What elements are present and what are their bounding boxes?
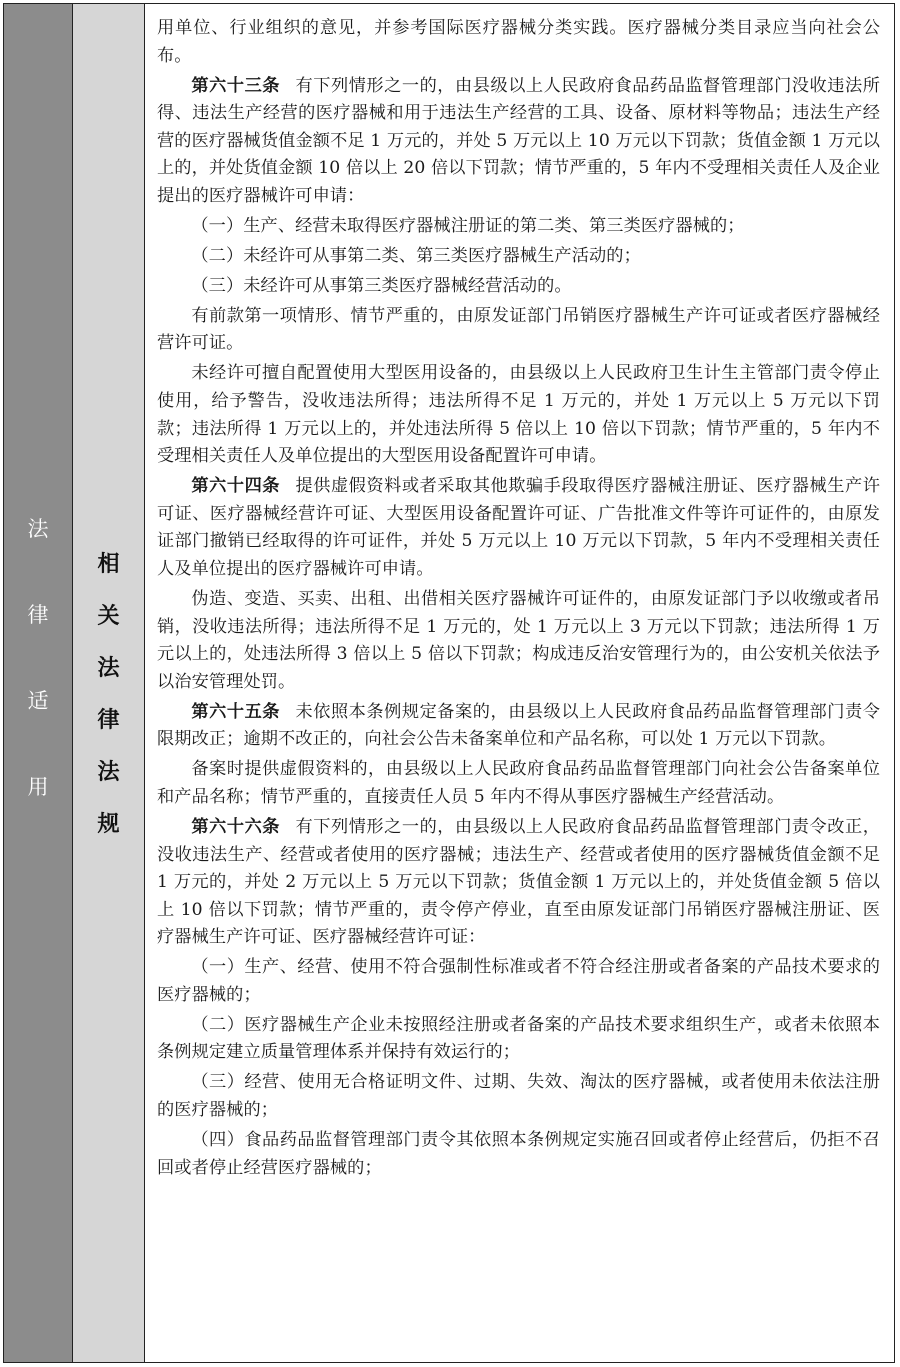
paragraph-text: 备案时提供虚假资料的，由县级以上人民政府食品药品监督管理部门向社会公告备案单位和产品名称；情节严重的，直接责任人员 5 年内不得从事医疗器械生产经营活动。 xyxy=(157,759,880,807)
body-paragraph xyxy=(157,303,880,358)
body-paragraph xyxy=(157,213,880,241)
section-char: 法 xyxy=(97,759,120,785)
paragraph-text: 有下列情形之一的，由县级以上人民政府食品药品监督管理部门没收违法所得、违法生产经营的医疗器械和用于违法生产经营的工具、设备、原材料等物品；违法生产经营的医疗器械货值金额不足 1 万元的，并处 5 万元以上 10 万元以下罚款；货值金额 1 万元以上的，并处货值金额 10 倍以上 20 倍以下罚款；情节严重的，5 年内不受理相关责任人及企业提出的医疗器械许可申请： xyxy=(157,75,880,206)
regulation-text xyxy=(145,4,894,1362)
section-char: 关 xyxy=(97,603,120,629)
body-paragraph xyxy=(157,954,880,1009)
body-paragraph xyxy=(157,273,880,301)
article-paragraph xyxy=(157,73,880,211)
category-char: 律 xyxy=(27,603,49,627)
paragraph-text: 提供虚假资料或者采取其他欺骗手段取得医疗器械注册证、医疗器械生产许可证、医疗器械经营许可证、大型医用设备配置许可证、广告批准文件等许可证件的，由原发证部门撤销已经取得的许可证件，并处 5 万元以上 10 万元以下罚款，5 年内不受理相关责任人及单位提出的医疗器械许可申请。 xyxy=(157,476,880,580)
body-paragraph xyxy=(157,586,880,696)
body-paragraph xyxy=(157,360,880,470)
paragraph-text: 用单位、行业组织的意见，并参考国际医疗器械分类实践。医疗器械分类目录应当向社会公布。 xyxy=(157,18,880,66)
article-number: 第六十五条 xyxy=(191,701,281,722)
section-char: 法 xyxy=(97,655,120,681)
category-char: 法 xyxy=(27,517,49,541)
category-char: 用 xyxy=(27,775,49,799)
article-number: 第六十三条 xyxy=(191,75,281,96)
paragraph-text: 有前款第一项情形、情节严重的，由原发证部门吊销医疗器械生产许可证或者医疗器械经营许可证。 xyxy=(157,305,880,354)
section-char: 律 xyxy=(97,707,120,733)
paragraph-text: （二）医疗器械生产企业未按照经注册或者备案的产品技术要求组织生产，或者未依照本条例规定建立质量管理体系并保持有效运行的； xyxy=(157,1014,880,1063)
category-label xyxy=(4,509,72,853)
category-char: 适 xyxy=(27,689,49,713)
paragraph-text: （三）经营、使用无合格证明文件、过期、失效、淘汰的医疗器械，或者使用未依法注册的医疗器械的； xyxy=(157,1072,880,1121)
paragraph-text: 伪造、变造、买卖、出租、出借相关医疗器械许可证件的，由原发证部门予以收缴或者吊销，没收违法所得；违法所得不足 1 万元的，处 1 万元以上 3 万元以下罚款；违法所得 1 万元以上的，处违法所得 3 倍以上 5 倍以下罚款；构成违反治安管理行为的，由公安机关依法予以治安管理处罚。 xyxy=(157,589,880,692)
section-char: 规 xyxy=(97,811,120,837)
article-paragraph xyxy=(157,473,880,583)
paragraph-text: （二）未经许可从事第二类、第三类医疗器械生产活动的； xyxy=(191,245,641,266)
article-number: 第六十六条 xyxy=(191,816,281,837)
article-paragraph xyxy=(157,699,880,754)
article-paragraph xyxy=(157,814,880,952)
paragraph-text: 有下列情形之一的，由县级以上人民政府食品药品监督管理部门责令改正，没收违法生产、经营或者使用的医疗器械；违法生产、经营或者使用的医疗器械货值金额不足 1 万元的，并处 2 万元以上 5 万元以下罚款；货值金额 1 万元以上的，并处货值金额 5 倍以上 10 倍以下罚款；情节严重的，责令停产停业，直至由原发证部门吊销医疗器械注册证、医疗器械生产许可证、医疗器械经营许可证： xyxy=(157,816,880,948)
body-paragraph xyxy=(157,1127,880,1182)
paragraph-text: （一）生产、经营未取得医疗器械注册证的第二类、第三类医疗器械的； xyxy=(191,215,745,236)
paragraph-text: （四）食品药品监督管理部门责令其依照本条例规定实施召回或者停止经营后，仍拒不召回或者停止经营医疗器械的； xyxy=(157,1130,880,1178)
category-column xyxy=(4,4,73,1362)
body-paragraph xyxy=(157,243,880,271)
paragraph-text: （一）生产、经营、使用不符合强制性标准或者不符合经注册或者备案的产品技术要求的医疗器械的； xyxy=(157,957,880,1005)
body-paragraph xyxy=(157,756,880,811)
body-paragraph xyxy=(157,15,880,70)
body-paragraph xyxy=(157,1069,880,1124)
section-char: 相 xyxy=(97,551,120,577)
section-label xyxy=(73,544,144,856)
paragraph-text: （三）未经许可从事第三类医疗器械经营活动的。 xyxy=(191,275,572,296)
paragraph-text: 未依照本条例规定备案的，由县级以上人民政府食品药品监督管理部门责令限期改正；逾期不改正的，向社会公告未备案单位和产品名称，可以处 1 万元以下罚款。 xyxy=(157,701,880,750)
body-paragraph xyxy=(157,1012,880,1067)
paragraph-text: 未经许可擅自配置使用大型医用设备的，由县级以上人民政府卫生计生主管部门责令停止使用，给予警告，没收违法所得；违法所得不足 1 万元的，并处 1 万元以上 5 万元以下罚款；违法所得 1 万元以上的，并处违法所得 5 倍以上 10 倍以下罚款；情节严重的，5 年内不受理相关责任人及单位提出的大型医用设备配置许可申请。 xyxy=(157,363,880,467)
section-column xyxy=(73,4,145,1362)
article-number: 第六十四条 xyxy=(191,476,281,497)
law-table xyxy=(3,3,895,1363)
